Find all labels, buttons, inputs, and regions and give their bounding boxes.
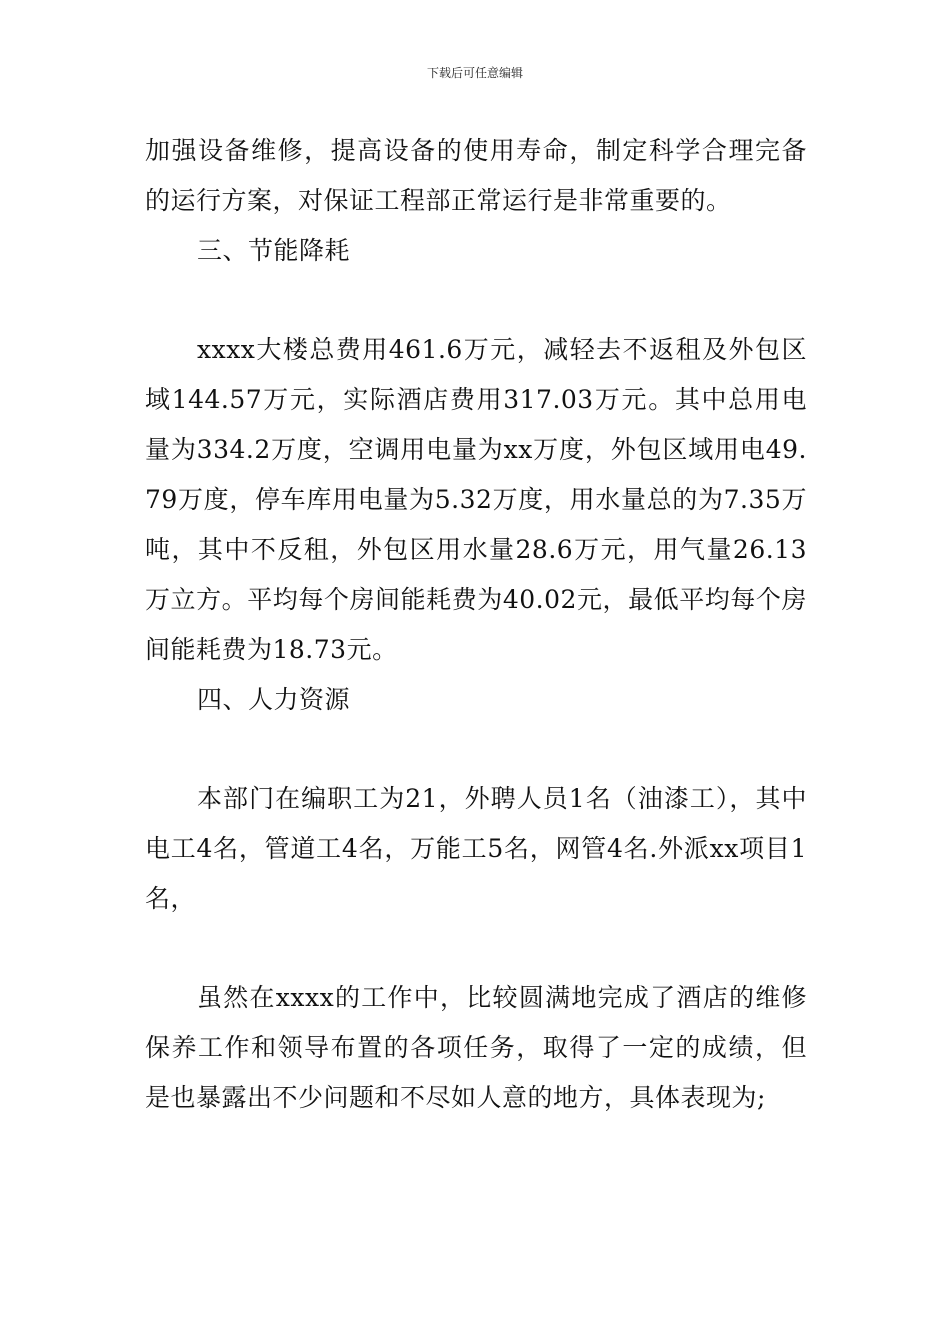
document-body xyxy=(145,126,807,1123)
section-heading-energy: 三、节能降耗 xyxy=(197,236,351,265)
page-header-note: 下载后可任意编辑 xyxy=(426,66,523,80)
paragraph-hr: 本部门在编职工为21，外聘人员1名（油漆工），其中电工4名，管道工4名，万能工5名，网管4名.外派xx项目1名， xyxy=(145,784,807,913)
paragraph-closing: 虽然在xxxx的工作中，比较圆满地完成了酒店的维修保养工作和领导布置的各项任务，取得了一定的成绩，但是也暴露出不少问题和不尽如人意的地方，具体表现为; xyxy=(145,983,807,1112)
section-heading-hr: 四、人力资源 xyxy=(197,685,351,714)
paragraph-energy: xxxx大楼总费用461.6万元，减轻去不返租及外包区域144.57万元，实际酒店费用317.03万元。其中总用电量为334.2万度，空调用电量为xx万度，外包区域用电49.79万度，停车库用电量为5.32万度，用水量总的为7.35万吨，其中不反租，外包区用水量28.6万元，用气量26.13万立方。平均每个房间能耗费为40.02元，最低平均每个房间能耗费为18.73元。 xyxy=(145,335,807,664)
paragraph-intro: 加强设备维修，提高设备的使用寿命，制定科学合理完备的运行方案，对保证工程部正常运行是非常重要的。 xyxy=(145,136,807,215)
